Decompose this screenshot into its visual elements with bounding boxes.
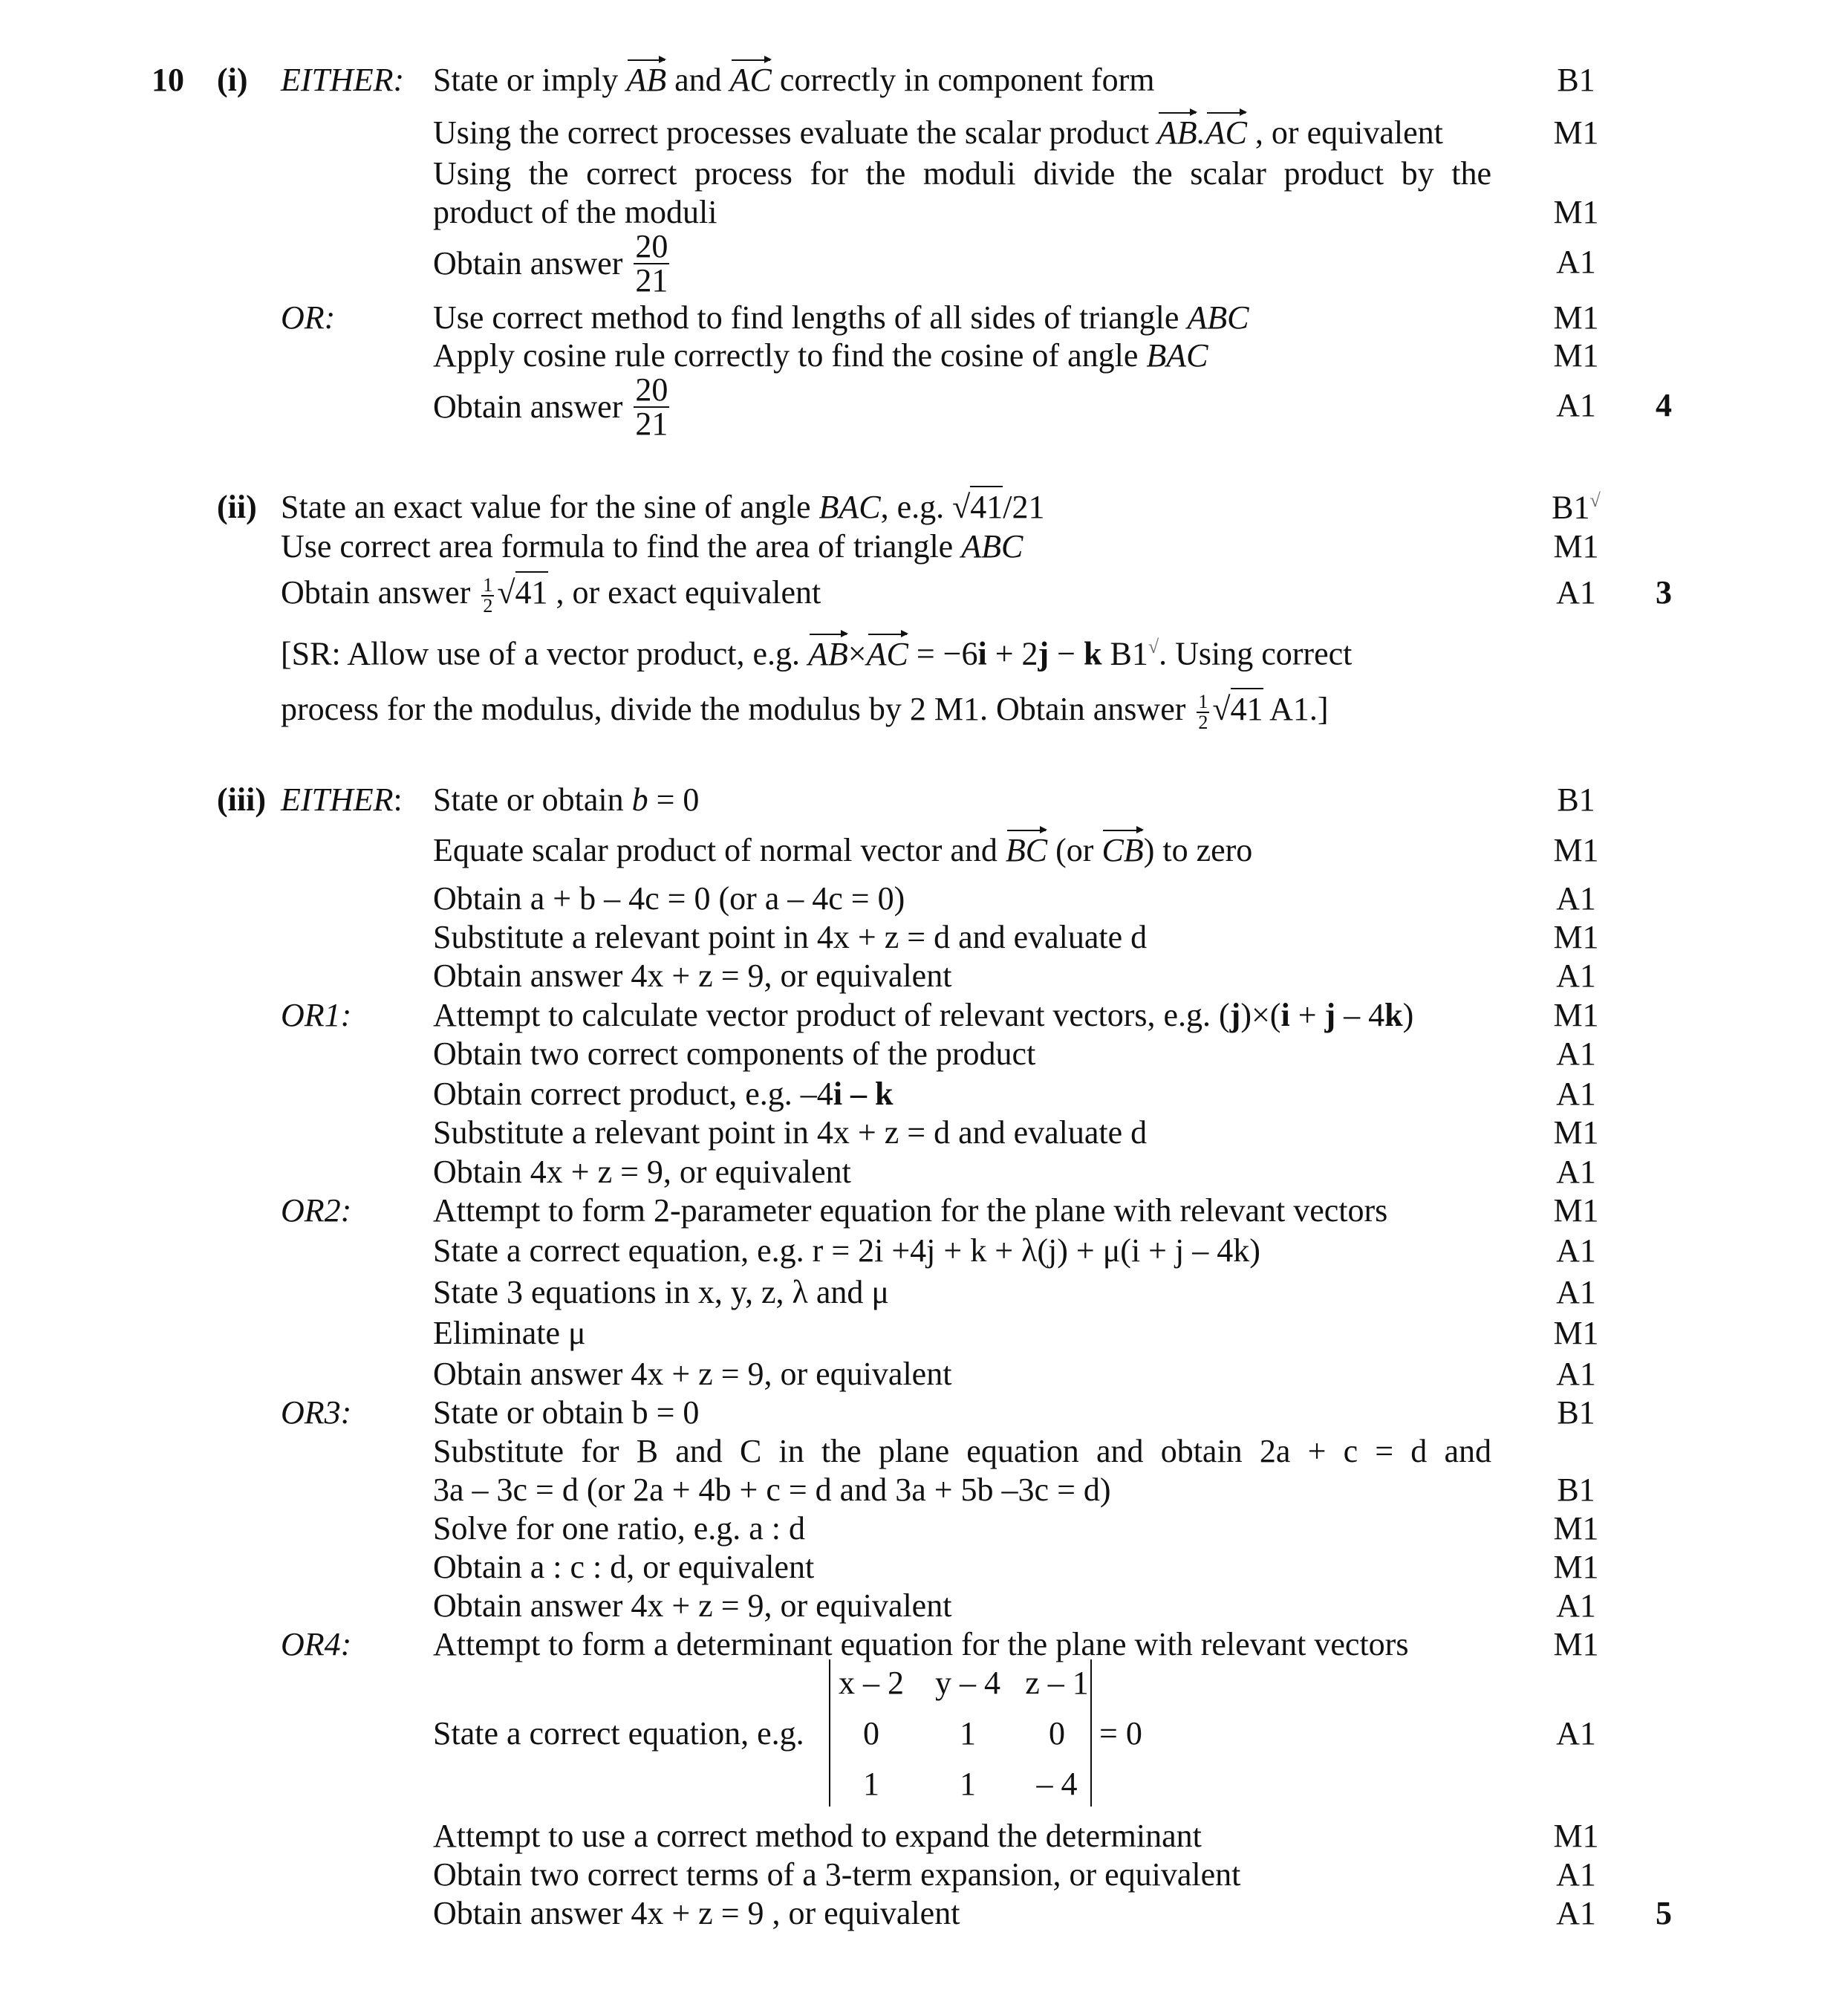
part-iii-line: State or obtain b = 0 bbox=[433, 781, 700, 818]
mark-cell: M1 bbox=[1553, 1818, 1599, 1854]
part-i-line-3b: product of the moduli bbox=[433, 194, 717, 230]
part-iii-line: Solve for one ratio, e.g. a : d bbox=[433, 1510, 805, 1547]
part-i-line-5: Use correct method to find lengths of all sides of triangle ABC bbox=[433, 299, 1249, 336]
part-i-line-7: Obtain answer $\frac{20}{21}$ bbox=[433, 371, 668, 442]
part-i-line-1: State or imply AB and AC correctly in component form bbox=[433, 62, 1155, 98]
mark-cell: A1 bbox=[1556, 1274, 1596, 1310]
mark-cell: M1 bbox=[1553, 528, 1599, 565]
check-icon: √ bbox=[1148, 636, 1159, 657]
part-ii-label: (ii) bbox=[217, 489, 257, 525]
mark-cell: M1 bbox=[1553, 1315, 1599, 1351]
mark-cell: M1 bbox=[1553, 1510, 1599, 1547]
matrix-cell: 1 bbox=[863, 1766, 879, 1802]
part-iii-line: State a correct equation, e.g. r = 2i +4j + k + λ(j) + μ(i + j – 4k) bbox=[433, 1232, 1260, 1269]
or2-label: OR2: bbox=[281, 1192, 352, 1229]
check-icon: √ bbox=[1589, 490, 1601, 511]
mark-cell: A1 bbox=[1556, 1356, 1596, 1392]
mark-cell: A1 bbox=[1556, 1232, 1596, 1269]
part-ii-line-3: Obtain answer $\frac{1}{2}$ √41 , or exact equivalent bbox=[281, 576, 821, 616]
mark-cell: M1 bbox=[1553, 1114, 1599, 1151]
matrix-cell: z – 1 bbox=[1025, 1665, 1089, 1701]
part-iii-line: Obtain answer 4x + z = 9, or equivalent bbox=[433, 1587, 952, 1624]
mark-cell: B1√ bbox=[1552, 489, 1601, 526]
part-iii-line: Obtain a : c : d, or equivalent bbox=[433, 1549, 815, 1585]
sr-note-line-2: process for the modulus, divide the modulus by 2 M1. Obtain answer $\frac{1}{2}$ √41 A1.] bbox=[281, 692, 1329, 732]
part-iii-line: Attempt to form a determinant equation for the plane with relevant vectors bbox=[433, 1626, 1409, 1662]
mark-cell: B1 bbox=[1557, 781, 1595, 818]
part-iii-line: Equate scalar product of normal vector and BC (or CB) to zero bbox=[433, 832, 1253, 868]
part-iii-line: Substitute a relevant point in 4x + z = d and evaluate d bbox=[433, 919, 1148, 955]
part-iii-line: Attempt to use a correct method to expand the determinant bbox=[433, 1818, 1202, 1854]
mark-cell: A1 bbox=[1556, 1587, 1596, 1624]
part-iii-line: 3a – 3c = d (or 2a + 4b + c = d and 3a + 5b –3c = d) bbox=[433, 1472, 1111, 1508]
mark-cell: A1 bbox=[1556, 1076, 1596, 1112]
part-ii-line-1: State an exact value for the sine of angle BAC, e.g. √41/21 bbox=[281, 491, 1045, 524]
part-iii-line: Attempt to form 2-parameter equation for the plane with relevant vectors bbox=[433, 1192, 1388, 1229]
part-ii-line-2: Use correct area formula to find the area of triangle ABC bbox=[281, 528, 1023, 565]
part-i-line-6: Apply cosine rule correctly to find the cosine of angle BAC bbox=[433, 337, 1208, 374]
matrix-cell: x – 2 bbox=[839, 1665, 904, 1701]
part-i-line-3a: Using the correct process for the moduli divide the scalar product by the bbox=[433, 155, 1491, 192]
part-iii-line: Obtain correct product, e.g. –4i – k bbox=[433, 1076, 894, 1112]
sr-note-line-1: [SR: Allow use of a vector product, e.g. AB×AC = −6i + 2j − k B1√. Using correct bbox=[281, 635, 1353, 672]
or-label: OR: bbox=[281, 299, 336, 336]
question-number: 10 bbox=[152, 62, 184, 98]
mark-cell: A1 bbox=[1556, 1154, 1596, 1190]
mark-cell: A1 bbox=[1556, 574, 1596, 611]
either-label: EITHER: bbox=[281, 781, 403, 818]
part-iii-line: Obtain a + b – 4c = 0 (or a – 4c = 0) bbox=[433, 880, 905, 917]
mark-cell: B1 bbox=[1557, 62, 1595, 98]
part-iii-line: Obtain answer 4x + z = 9, or equivalent bbox=[433, 957, 952, 994]
mark-cell: M1 bbox=[1553, 919, 1599, 955]
part-total: 3 bbox=[1656, 574, 1672, 611]
part-total: 5 bbox=[1656, 1895, 1672, 1931]
determinant-equals: = 0 bbox=[1099, 1715, 1142, 1752]
mark-cell: A1 bbox=[1556, 1715, 1596, 1752]
mark-cell: M1 bbox=[1553, 997, 1599, 1033]
either-label: EITHER: bbox=[281, 62, 405, 98]
mark-cell: B1 bbox=[1557, 1472, 1595, 1508]
part-iii-line: State 3 equations in x, y, z, λ and μ bbox=[433, 1274, 889, 1310]
part-i-line-2: Using the correct processes evaluate the scalar product AB.AC , or equivalent bbox=[433, 114, 1443, 151]
part-iii-line: Obtain answer 4x + z = 9, or equivalent bbox=[433, 1356, 952, 1392]
mark-cell: M1 bbox=[1553, 1192, 1599, 1229]
or4-label: OR4: bbox=[281, 1626, 352, 1662]
part-iii-line: Eliminate μ bbox=[433, 1315, 586, 1351]
mark-cell: M1 bbox=[1553, 337, 1599, 374]
mark-cell: M1 bbox=[1553, 114, 1599, 151]
matrix-cell: 0 bbox=[1049, 1715, 1065, 1752]
mark-cell: M1 bbox=[1553, 1549, 1599, 1585]
part-iii-label: (iii) bbox=[217, 781, 266, 818]
part-i-line-4: Obtain answer $\frac{20}{21}$ bbox=[433, 228, 668, 299]
mark-cell: A1 bbox=[1556, 1035, 1596, 1072]
mark-cell: M1 bbox=[1553, 194, 1599, 230]
or3-label: OR3: bbox=[281, 1394, 352, 1431]
mark-cell: M1 bbox=[1553, 299, 1599, 336]
matrix-cell: 1 bbox=[960, 1766, 976, 1802]
part-iii-line: Obtain answer 4x + z = 9 , or equivalent bbox=[433, 1895, 960, 1931]
mark-cell: A1 bbox=[1556, 957, 1596, 994]
mark-cell: M1 bbox=[1553, 1626, 1599, 1662]
mark-cell: A1 bbox=[1556, 1856, 1596, 1893]
part-total: 4 bbox=[1656, 387, 1672, 423]
mark-cell: A1 bbox=[1556, 244, 1596, 280]
part-iii-line: State a correct equation, e.g. bbox=[433, 1715, 804, 1752]
or1-label: OR1: bbox=[281, 997, 352, 1033]
part-iii-line: State or obtain b = 0 bbox=[433, 1394, 700, 1431]
mark-cell: B1 bbox=[1557, 1394, 1595, 1431]
part-iii-line: Obtain two correct terms of a 3-term expansion, or equivalent bbox=[433, 1856, 1241, 1893]
part-iii-line: Attempt to calculate vector product of relevant vectors, e.g. (j)×(i + j – 4k) bbox=[433, 997, 1414, 1033]
part-i-label: (i) bbox=[217, 62, 248, 98]
determinant-matrix bbox=[823, 1659, 1101, 1807]
matrix-cell: – 4 bbox=[1036, 1766, 1078, 1802]
matrix-cell: 0 bbox=[863, 1715, 879, 1752]
mark-cell: A1 bbox=[1556, 880, 1596, 917]
part-iii-line: Obtain two correct components of the product bbox=[433, 1035, 1036, 1072]
matrix-cell: 1 bbox=[960, 1715, 976, 1752]
part-iii-line: Obtain 4x + z = 9, or equivalent bbox=[433, 1154, 851, 1190]
mark-cell: M1 bbox=[1553, 832, 1599, 868]
mark-cell: A1 bbox=[1556, 1895, 1596, 1931]
mark-cell: A1 bbox=[1556, 387, 1596, 423]
part-iii-line: Substitute for B and C in the plane equation and obtain 2a + c = d and bbox=[433, 1433, 1491, 1469]
matrix-cell: y – 4 bbox=[935, 1665, 1000, 1701]
part-iii-line: Substitute a relevant point in 4x + z = d and evaluate d bbox=[433, 1114, 1148, 1151]
